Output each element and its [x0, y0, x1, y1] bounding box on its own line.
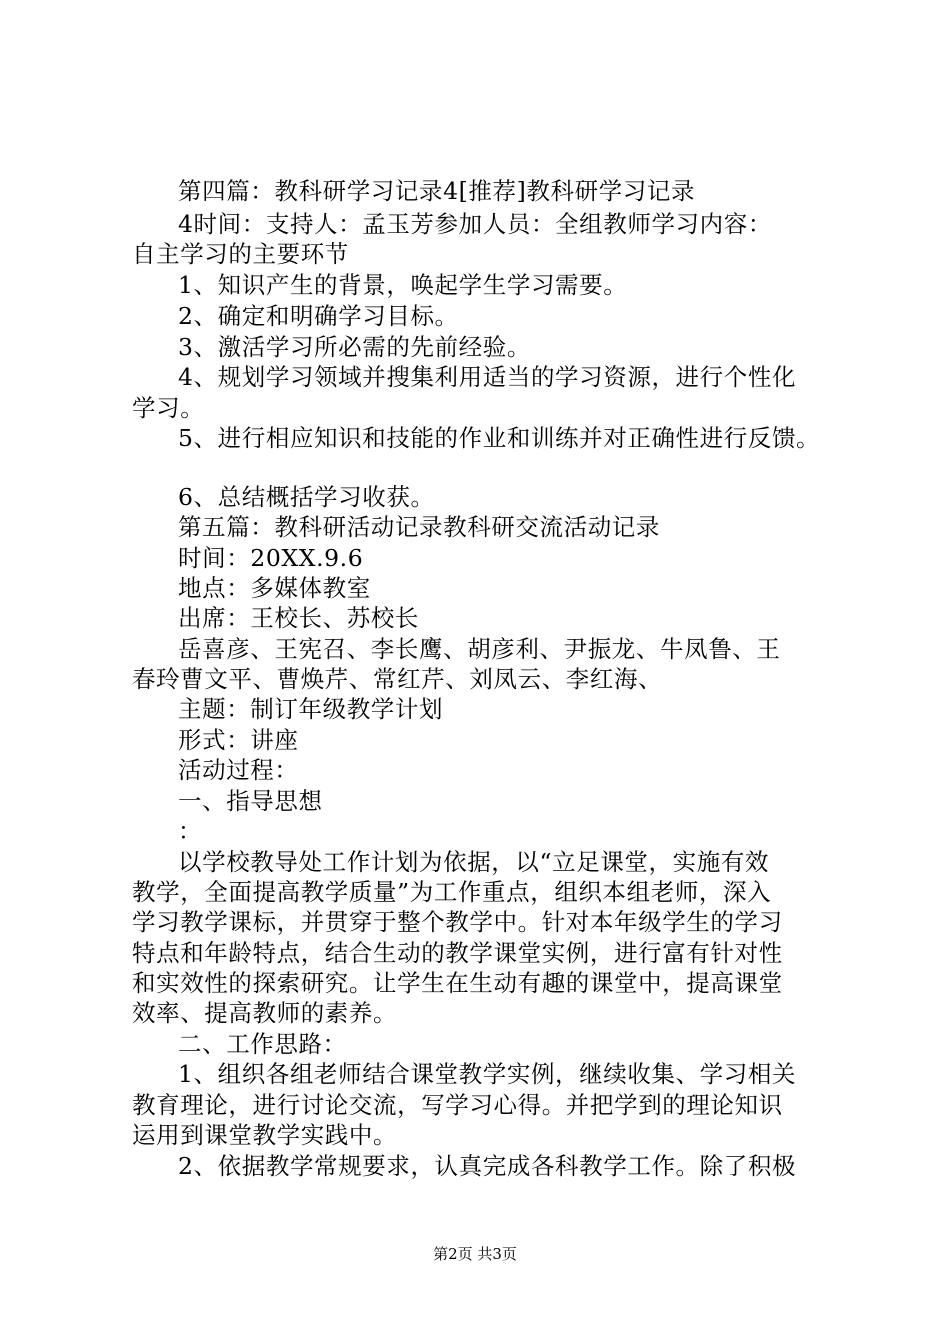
list-item: 1、知识产生的背景，唤起学生学习需要。 — [178, 271, 628, 299]
heading-part-five: 第五篇：教科研活动记录教科研交流活动记录 — [178, 513, 660, 541]
paragraph-line: 自主学习的主要环节 — [132, 240, 349, 268]
paragraph-line: 效率、提高教师的素养。 — [132, 999, 398, 1027]
paragraph-line: 和实效性的探索研究。让学生在生动有趣的课堂中，提高课堂 — [132, 969, 783, 997]
record-process: 活动过程： — [178, 756, 299, 784]
page-footer: 第2页 共3页 — [433, 1245, 517, 1263]
paragraph-line: 运用到课堂教学实践中。 — [132, 1121, 398, 1149]
record-time: 时间：20XX.9.6 — [178, 544, 364, 572]
section-heading: 一、指导思想 — [178, 787, 323, 815]
record-location: 地点：多媒体教室 — [178, 574, 371, 602]
record-topic: 主题：制订年级教学计划 — [178, 695, 444, 723]
list-item: 6、总结概括学习收获。 — [178, 483, 435, 511]
paragraph-line: 4时间：支持人：孟玉芳参加人员：全组教师学习内容： — [178, 210, 772, 238]
paragraph-line: 学习。 — [132, 394, 205, 422]
paragraph-line: 特点和年龄特点，结合生动的教学课堂实例，进行富有针对性 — [132, 939, 783, 967]
paragraph-line: 教育理论，进行讨论交流，写学习心得。并把学到的理论知识 — [132, 1091, 783, 1119]
section-heading: 二、工作思路： — [178, 1030, 347, 1058]
record-format: 形式：讲座 — [178, 726, 299, 754]
heading-part-four: 第四篇：教科研学习记录4[推荐]教科研学习记录 — [178, 177, 696, 205]
record-attendees: 出席：王校长、苏校长 — [178, 604, 419, 632]
list-item: 4、规划学习领域并搜集利用适当的学习资源，进行个性化 — [178, 363, 797, 391]
paragraph-line: 教学，全面提高教学质量”为工作重点，组织本组老师，深入 — [132, 878, 772, 906]
list-item: 2、确定和明确学习目标。 — [178, 302, 459, 330]
paragraph-line: ： — [178, 817, 203, 845]
paragraph-line: 岳喜彦、王宪召、李长鹰、胡彦利、尹振龙、牛凤鲁、王 — [178, 635, 781, 663]
paragraph-line: 以学校教导处工作计划为依据，以“立足课堂，实施有效 — [178, 848, 770, 876]
list-item: 5、进行相应知识和技能的作业和训练并对正确性进行反馈。 — [178, 424, 821, 452]
list-item: 1、组织各组老师结合课堂教学实例，继续收集、学习相关 — [178, 1060, 797, 1088]
list-item: 2、依据教学常规要求，认真完成各科教学工作。除了积极 — [178, 1152, 797, 1180]
list-item: 3、激活学习所必需的先前经验。 — [178, 333, 531, 361]
paragraph-line: 春玲曹文平、曹焕芹、常红芹、刘凤云、李红海、 — [132, 665, 663, 693]
paragraph-line: 学习教学课标，并贯穿于整个教学中。针对本年级学生的学习 — [132, 908, 783, 936]
